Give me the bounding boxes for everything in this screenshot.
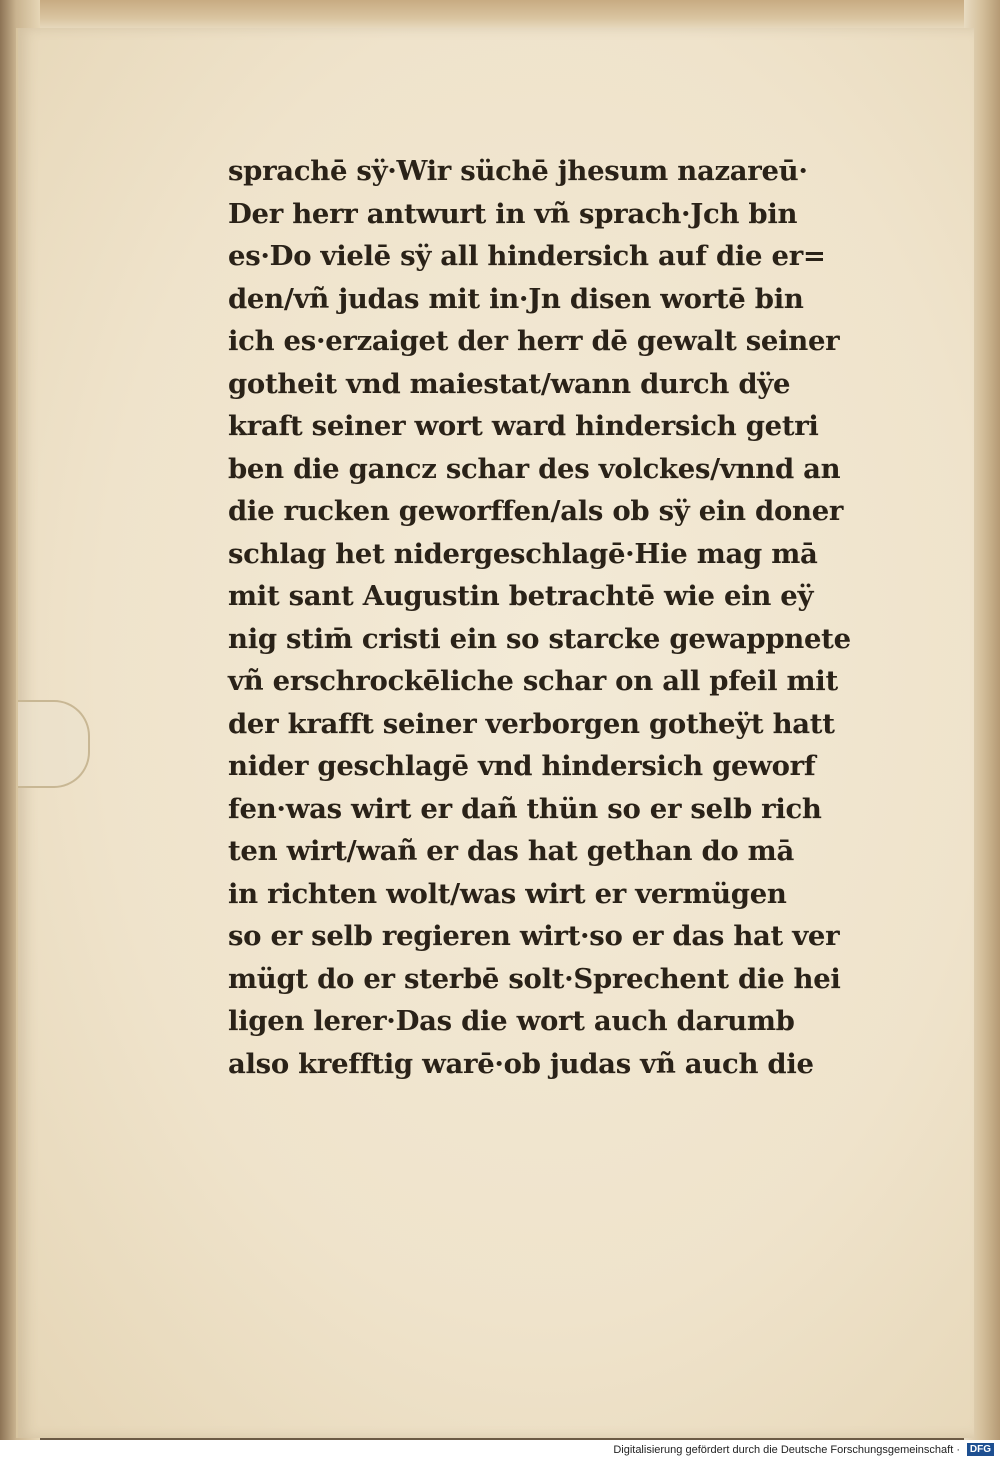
footer-bar xyxy=(0,1440,1000,1458)
text-line: die rucken geworffen/als ob sÿ ein doner xyxy=(228,495,844,527)
text-line: mügt do er sterbē solt·Sprechent die hei xyxy=(228,962,841,995)
text-line: vñ erschrockēliche schar on all pfeil mit xyxy=(228,665,838,697)
text-line: den/vñ judas mit in·Jn disen wortē bin xyxy=(228,282,804,315)
text-line: mit sant Augustin betrachtē wie ein eÿ xyxy=(228,580,814,612)
text-line: Der herr antwurt in vñ sprach·Jch bin xyxy=(228,197,798,230)
text-line: fen·was wirt er dañ thün so er selb rich xyxy=(228,792,822,825)
text-line: nider geschlagē vnd hindersich geworf xyxy=(228,750,816,782)
text-line: sprachē sÿ·Wir süchē jhesum nazareū· xyxy=(228,155,808,187)
text-line: ligen lerer·Das die wort auch darumb xyxy=(228,1005,795,1037)
text-line: nig stim̄ cristi ein so starcke gewappnete xyxy=(228,622,851,655)
text-line: gotheit vnd maiestat/wann durch dÿe xyxy=(228,367,791,400)
text-line: kraft seiner wort ward hindersich getri xyxy=(228,410,819,442)
text-line: ten wirt/wañ er das hat gethan do mā xyxy=(228,835,795,867)
text-line: der krafft seiner verborgen gotheÿt hatt xyxy=(228,707,835,740)
text-line: ben die gancz schar des volckes/vnnd an xyxy=(228,452,841,485)
text-line: es·Do vielē sÿ all hindersich auf die er= xyxy=(228,240,826,272)
dfg-logo-icon: DFG xyxy=(967,1443,994,1456)
main-text-block xyxy=(228,150,898,1085)
text-line: schlag het nidergeschlagē·Hie mag mā xyxy=(228,537,818,570)
book-top-edge xyxy=(0,0,1000,30)
text-line: in richten wolt/was wirt er vermügen xyxy=(228,877,787,910)
text-line: so er selb regieren wirt·so er das hat ver xyxy=(228,920,840,952)
text-line: also krefftig warē·ob judas vñ auch die xyxy=(228,1047,814,1080)
page-tab-marker xyxy=(18,700,90,788)
text-line: ich es·erzaiget der herr dē gewalt seiner xyxy=(228,325,840,357)
funding-credit: Digitalisierung gefördert durch die Deutsche Forschungsgemeinschaft · xyxy=(613,1444,960,1456)
